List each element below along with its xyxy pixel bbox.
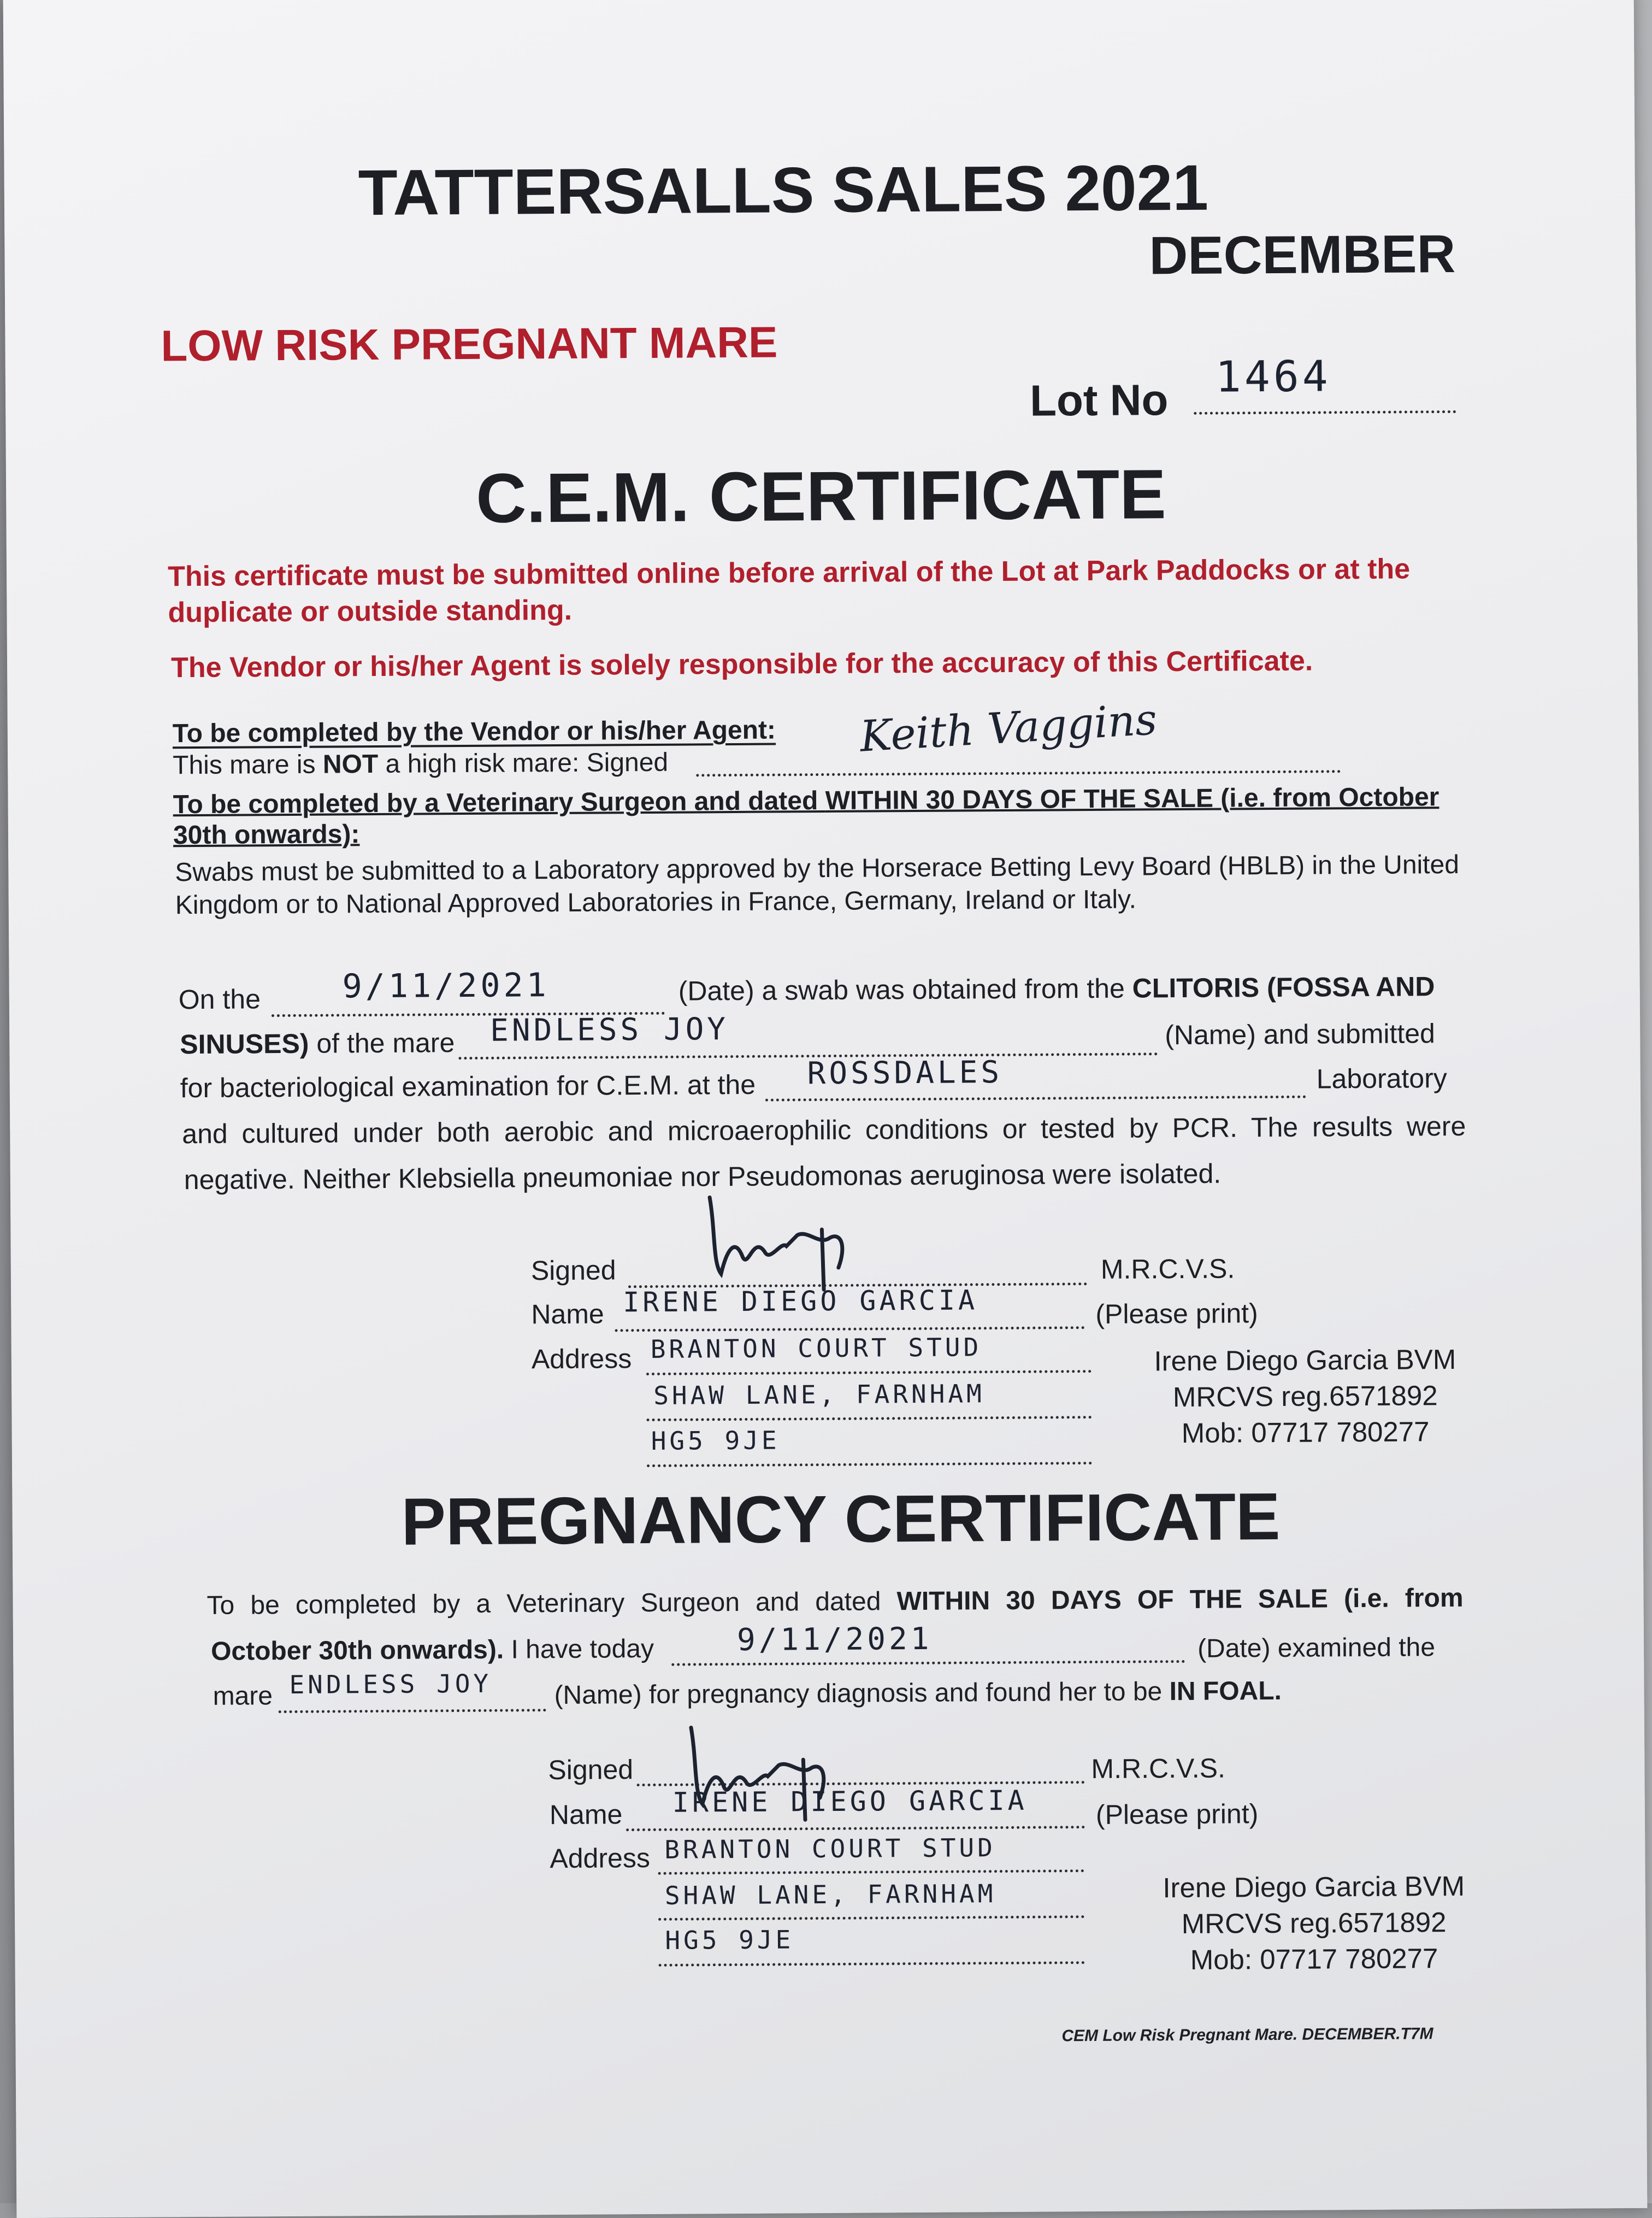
- preg-line-3b: (Name) for pregnancy diagnosis and found her to be: [554, 1677, 1170, 1710]
- lot-number-label: Lot No: [1029, 375, 1169, 425]
- cem-stamp-line-3: Mob: 07717 780277: [1181, 1416, 1430, 1449]
- sinuses-text: SINUSES): [180, 1028, 309, 1060]
- date-text: (Date) a swab was obtained from the: [678, 973, 1132, 1007]
- exam-date: 9/11/2021: [736, 1621, 933, 1658]
- pregnancy-line-3: [554, 1668, 1282, 1719]
- preg-signed-label: Signed: [548, 1754, 634, 1786]
- cem-name-line: [615, 1326, 1085, 1332]
- pregnancy-line-2: [211, 1626, 654, 1675]
- preg-line-2a: October 30th onwards).: [210, 1635, 504, 1666]
- lab-name: ROSSDALES: [807, 1055, 1003, 1092]
- vendor-declaration-not: NOT: [322, 749, 379, 779]
- cem-notice-vendor: The Vendor or his/her Agent is solely responsible for the accuracy of this Certificate.: [170, 645, 1313, 684]
- cem-signed-label: Signed: [530, 1255, 616, 1286]
- preg-address-2: SHAW LANE, FARNHAM: [664, 1879, 996, 1910]
- of-the-mare-text: of the mare: [309, 1027, 455, 1059]
- cem-notice-submission: This certificate must be submitted online before arrival of the Lot at Park Paddocks or at the duplicate or outside standing.: [167, 553, 1411, 629]
- pregnancy-line-1: [206, 1575, 1463, 1629]
- preg-mare-name: ENDLESS JOY: [289, 1668, 492, 1700]
- vendor-signature-line: [696, 770, 1341, 776]
- sale-month: DECEMBER: [1149, 223, 1456, 286]
- cem-stamp-line-1: Irene Diego Garcia BVM: [1154, 1343, 1456, 1377]
- vendor-declaration-b: a high risk mare: Signed: [378, 748, 669, 779]
- cem-address-3: HG5 9JE: [651, 1425, 780, 1456]
- cem-certificate-title: C.E.M. CERTIFICATE: [475, 455, 1167, 538]
- preg-address-3: HG5 9JE: [665, 1925, 794, 1955]
- vendor-heading: [173, 715, 776, 749]
- preg-line-1b: WITHIN 30 DAYS OF THE SALE: [896, 1584, 1329, 1616]
- cem-address-line-1: [646, 1370, 1092, 1375]
- pregnancy-certificate-title: PREGNANCY CERTIFICATE: [401, 1479, 1281, 1559]
- preg-stamp-line-3: Mob: 07717 780277: [1190, 1943, 1438, 1975]
- laboratory-text: Laboratory: [1316, 1063, 1447, 1095]
- preg-stamp-line-2: MRCVS reg.6571892: [1181, 1907, 1447, 1940]
- preg-line-2b: I have today: [504, 1634, 654, 1664]
- cem-address-line-3: [647, 1462, 1092, 1467]
- preg-address-line-2: [658, 1915, 1084, 1921]
- vet-heading-b: WITHIN 30 DAYS OF THE SALE: [825, 784, 1214, 815]
- vendor-heading-text: To be completed by the Vendor or his/her Agent:: [172, 715, 776, 749]
- certificate-sheet: [3, 0, 1648, 2218]
- lot-number-line: [1194, 410, 1456, 415]
- preg-vet-name: IRENE DIEGO GARCIA: [672, 1784, 1028, 1819]
- swab-requirement: Swabs must be submitted to a Laboratory approved by the Horserace Betting Levy Board (HBLB) in the United Kingdom or to National Approved Laboratories in France, Germany, Ireland or Italy.: [175, 850, 1460, 920]
- mare-name: ENDLESS JOY: [489, 1011, 729, 1049]
- swab-line-1: [179, 976, 261, 1022]
- preg-please-print: (Please print): [1095, 1798, 1259, 1830]
- bacteriological-text: for bacteriological examination for C.E.M. at the: [180, 1069, 756, 1104]
- risk-heading: LOW RISK PREGNANT MARE: [161, 317, 778, 370]
- vet-heading: [173, 782, 1468, 851]
- preg-line-3a: mare: [213, 1681, 273, 1711]
- swab-date: 9/11/2021: [342, 966, 550, 1006]
- cem-vet-name: IRENE DIEGO GARCIA: [623, 1284, 978, 1319]
- swab-line-2: [180, 1020, 455, 1067]
- cem-address-1: BRANTON COURT STUD: [650, 1332, 982, 1364]
- cem-address-2: SHAW LANE, FARNHAM: [653, 1379, 985, 1410]
- preg-mare-name-line: [279, 1709, 546, 1713]
- name-submitted-text: (Name) and submitted: [1165, 1018, 1436, 1051]
- preg-stamp-line-1: Irene Diego Garcia BVM: [1163, 1870, 1465, 1904]
- preg-address-1: BRANTON COURT STUD: [664, 1833, 996, 1864]
- vet-heading-c: (i.e. from October 30th onwards):: [173, 783, 1439, 850]
- preg-address-line-1: [658, 1869, 1084, 1875]
- cem-please-print: (Please print): [1095, 1298, 1258, 1329]
- cem-vet-signature: [704, 1185, 885, 1296]
- vendor-declaration-a: This mare is: [173, 750, 323, 780]
- cultured-text: and cultured under both aerobic and microaerophilic conditions or tested by PCR. The results were: [182, 1110, 1466, 1150]
- preg-line-1a: To be completed by a Veterinary Surgeon and dated: [206, 1587, 897, 1620]
- preg-address-label: Address: [550, 1842, 651, 1874]
- preg-line-2c: (Date) examined the: [1197, 1633, 1436, 1663]
- cem-address-line-2: [647, 1416, 1092, 1421]
- swab-line-1b: [678, 963, 1435, 1014]
- cem-address-label: Address: [531, 1343, 632, 1375]
- preg-name-label: Name: [549, 1799, 623, 1831]
- sales-title: TATTERSALLS SALES 2021: [358, 151, 1209, 230]
- preg-mrcvs: M.R.C.V.S.: [1091, 1752, 1226, 1785]
- vendor-signature: Keith Vaggins: [858, 695, 1159, 762]
- vendor-declaration: [173, 748, 668, 781]
- cem-stamp-line-2: MRCVS reg.6571892: [1172, 1380, 1438, 1413]
- lab-name-line: [765, 1096, 1306, 1102]
- preg-vet-stamp: [1150, 1868, 1478, 1979]
- footer-reference: CEM Low Risk Pregnant Mare. DECEMBER.T7M: [1061, 2025, 1433, 2045]
- negative-result-text: negative. Neither Klebsiella pneumoniae nor Pseudomonas aeruginosa were isolated.: [184, 1158, 1222, 1196]
- on-the-label: On the: [178, 984, 261, 1015]
- clitoris-text: CLITORIS (FOSSA AND: [1132, 971, 1435, 1004]
- preg-name-line: [626, 1826, 1085, 1831]
- cem-mrcvs: M.R.C.V.S.: [1100, 1253, 1235, 1285]
- cem-name-label: Name: [531, 1298, 604, 1330]
- preg-line-3c: IN FOAL.: [1169, 1676, 1282, 1707]
- lot-number-value: 1464: [1215, 352, 1332, 402]
- vet-heading-a: To be completed by a Veterinary Surgeon and dated: [173, 786, 825, 820]
- preg-address-line-3: [659, 1961, 1085, 1967]
- cem-vet-stamp: [1141, 1342, 1470, 1452]
- exam-date-line: [671, 1660, 1185, 1666]
- preg-line-1c: (i.e. from: [1328, 1583, 1464, 1614]
